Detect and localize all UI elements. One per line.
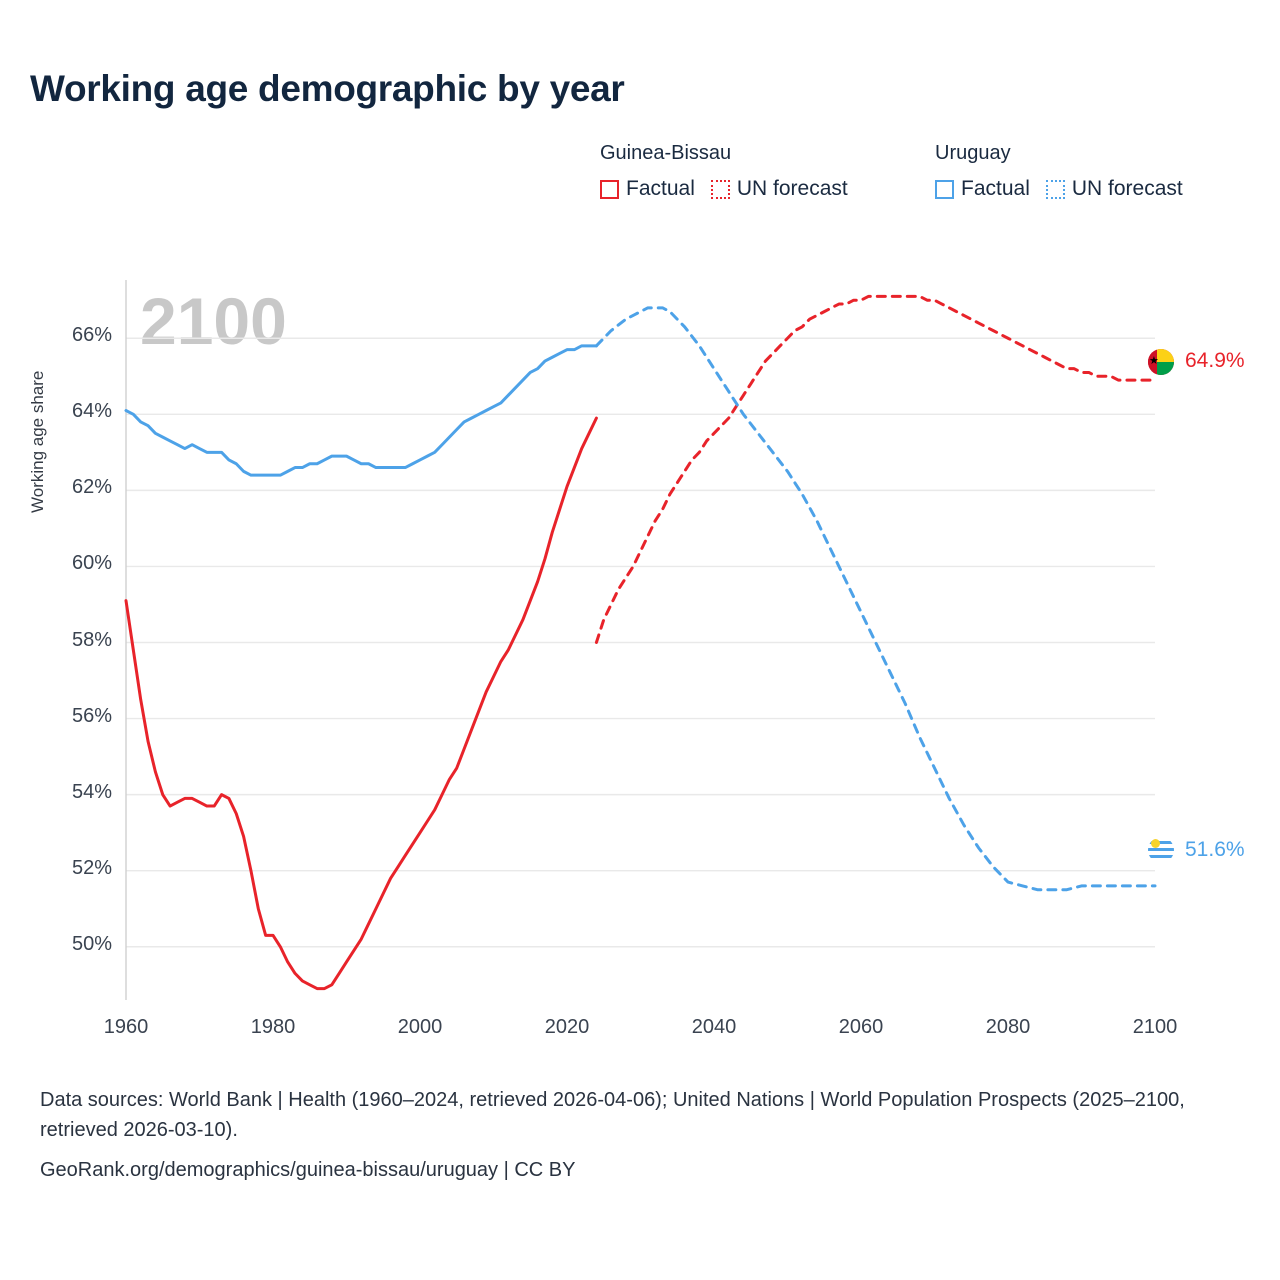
x-tick-label: 2060: [838, 1016, 884, 1038]
end-label-guinea-bissau: 64.9%: [1185, 349, 1245, 372]
uruguay-flag-icon: [1148, 837, 1174, 863]
legend-swatch-solid-icon: [935, 180, 954, 199]
x-tick-label: 2020: [544, 1016, 590, 1038]
legend-item-label: Factual: [961, 177, 1030, 200]
legend-item-label: UN forecast: [736, 177, 848, 200]
legend-item-label: UN forecast: [1071, 177, 1183, 200]
footer-attribution: GeoRank.org/demographics/guinea-bissau/uruguay | CC BY: [40, 1159, 576, 1181]
series-line: [596, 296, 1155, 642]
legend-item-uy-factual[interactable]: [935, 177, 1030, 201]
series-line: [126, 418, 596, 988]
y-tick-label: 52%: [71, 856, 112, 879]
page-title: Working age demographic by year: [30, 68, 625, 109]
y-tick-label: 50%: [71, 932, 112, 955]
legend-swatch-dotted-icon: [1046, 180, 1065, 199]
y-tick-label: 56%: [71, 704, 112, 727]
legend-swatch-dotted-icon: [711, 180, 730, 199]
legend-country-label: Uruguay: [935, 142, 1011, 164]
x-tick-label: 2100: [1132, 1016, 1178, 1038]
x-tick-label: 1960: [103, 1016, 149, 1038]
legend-item-gw-forecast[interactable]: [711, 177, 848, 201]
footer: [40, 1085, 1210, 1185]
series-line: [596, 308, 1155, 890]
series-line: [126, 346, 596, 475]
legend-group-guinea-bissau: [600, 142, 848, 201]
legend-item-uy-forecast[interactable]: [1046, 177, 1183, 201]
year-watermark: 2100: [140, 284, 287, 358]
footer-sources: Data sources: World Bank | Health (1960–2024, retrieved 2026-04-06); United Nations | World Population Prospects (2025–2100, retrieved 2026-03-10).: [40, 1089, 1185, 1141]
x-tick-label: 1980: [250, 1016, 296, 1038]
y-tick-label: 58%: [71, 628, 112, 651]
legend-item-label: Factual: [626, 177, 695, 200]
guinea-bissau-flag-icon: ★: [1148, 349, 1174, 375]
x-tick-label: 2080: [985, 1016, 1031, 1038]
y-axis-label: Working age share: [28, 370, 47, 513]
legend-swatch-solid-icon: [600, 180, 619, 199]
y-tick-label: 60%: [71, 552, 112, 575]
y-tick-label: 54%: [71, 780, 112, 803]
y-tick-label: 62%: [71, 476, 112, 499]
y-tick-label: 66%: [71, 324, 112, 347]
legend-item-gw-factual[interactable]: [600, 177, 695, 201]
end-label-uruguay: 51.6%: [1185, 838, 1245, 861]
legend-group-uruguay: [935, 142, 1183, 201]
y-tick-label: 64%: [71, 400, 112, 423]
x-tick-label: 2040: [691, 1016, 737, 1038]
legend-country-label: Guinea-Bissau: [600, 142, 732, 164]
x-tick-label: 2000: [397, 1016, 443, 1038]
